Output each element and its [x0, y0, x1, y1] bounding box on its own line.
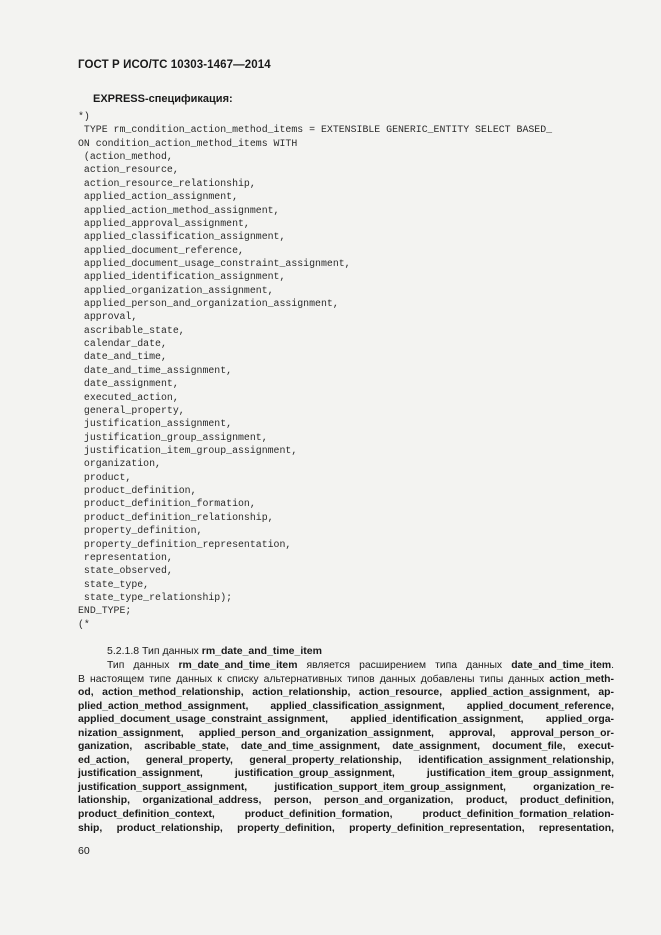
type-name: ship, product_relationship, property_definition, property_definition_representation, representation, — [78, 822, 614, 834]
type-name: action_meth- — [549, 673, 614, 685]
code-line: property_definition, — [78, 525, 203, 537]
document-header: ГОСТ Р ИСО/ТС 10303-1467—2014 — [78, 59, 271, 71]
paragraph-line — [78, 794, 614, 808]
code-line: general_property, — [78, 404, 185, 416]
type-name: applied_document_usage_constraint_assignment, applied_identification_assignment, applied_orga- — [78, 714, 614, 726]
code-line: applied_person_and_organization_assignment, — [78, 298, 339, 310]
type-name: ganization, ascribable_state, date_and_time_assignment, date_assignment, document_file, execut- — [78, 741, 614, 753]
code-line: product_definition, — [78, 485, 197, 497]
paragraph-text: является расширением типа данных — [297, 660, 512, 671]
paragraph-text: . — [611, 660, 614, 671]
paragraph-line — [78, 767, 614, 781]
code-line: applied_action_method_assignment, — [78, 204, 280, 216]
description-paragraph — [78, 659, 614, 835]
code-line: applied_action_assignment, — [78, 191, 239, 203]
code-line: property_definition_representation, — [78, 538, 292, 550]
subsection-heading — [107, 645, 322, 657]
code-line: product, — [78, 471, 132, 483]
type-name: justification_assignment, justification_group_assignment, justification_item_group_assignment, — [78, 768, 614, 780]
code-line: applied_identification_assignment, — [78, 271, 286, 283]
code-line: applied_classification_assignment, — [78, 231, 286, 243]
code-line: END_TYPE; — [78, 605, 132, 617]
code-line: state_type, — [78, 578, 150, 590]
type-name: ed_action, general_property, general_property_relationship, identification_assignment_relationship, — [78, 754, 614, 766]
type-name: product_definition_context, product_definition_formation, product_definition_formation_relation- — [78, 809, 614, 821]
code-line: calendar_date, — [78, 338, 167, 350]
code-line: ON condition_action_method_items WITH — [78, 137, 298, 149]
paragraph-line — [78, 673, 614, 687]
code-line: applied_document_reference, — [78, 244, 244, 256]
type-name: rm_date_and_time_item — [178, 660, 298, 671]
paragraph-line — [78, 727, 614, 741]
express-spec-label: EXPRESS-спецификация: — [93, 93, 233, 105]
code-line: executed_action, — [78, 391, 179, 403]
code-line: applied_organization_assignment, — [78, 284, 274, 296]
code-line: date_and_time, — [78, 351, 167, 363]
type-name: od, action_method_relationship, action_relationship, action_resource, applied_action_assignment, ap- — [78, 687, 614, 699]
type-name: nization_assignment, applied_person_and_organization_assignment, approval, approval_person_or- — [78, 727, 614, 739]
code-line: product_definition_formation, — [78, 498, 256, 510]
type-name: date_and_time_item — [511, 660, 612, 671]
code-line: organization, — [78, 458, 161, 470]
code-line: representation, — [78, 551, 173, 563]
code-line: justification_assignment, — [78, 418, 233, 430]
subsection-type-name: rm_date_and_time_item — [201, 645, 322, 657]
subsection-number: 5.2.1.8 Тип данных — [107, 645, 202, 657]
paragraph-line — [78, 754, 614, 768]
paragraph-line — [78, 781, 614, 795]
code-line: (action_method, — [78, 151, 173, 163]
type-name: justification_support_assignment, justification_support_item_group_assignment, organization_re- — [78, 781, 614, 793]
code-line: date_assignment, — [78, 378, 179, 390]
express-code-block — [78, 110, 552, 631]
paragraph-text: Тип данных — [107, 660, 179, 671]
code-line: state_observed, — [78, 565, 173, 577]
paragraph-line — [78, 700, 614, 714]
code-line: *) — [78, 111, 90, 122]
code-line: product_definition_relationship, — [78, 511, 274, 523]
paragraph-line — [78, 740, 614, 754]
code-line: (* — [78, 618, 90, 630]
code-line: applied_document_usage_constraint_assignment, — [78, 257, 351, 269]
code-line: date_and_time_assignment, — [78, 364, 233, 376]
paragraph-line — [78, 808, 614, 822]
code-line: state_type_relationship); — [78, 591, 233, 603]
code-line: approval, — [78, 311, 138, 323]
paragraph-line — [78, 659, 614, 673]
paragraph-line — [78, 822, 614, 836]
code-line: applied_approval_assignment, — [78, 217, 250, 229]
paragraph-line — [78, 686, 614, 700]
code-line: ascribable_state, — [78, 324, 185, 336]
paragraph-text: В настоящем типе данных к списку альтернативных типов данных добавлены типы данных — [78, 673, 550, 685]
type-name: lationship, organizational_address, person, person_and_organization, product, product_definition, — [78, 795, 614, 807]
code-line: justification_item_group_assignment, — [78, 444, 298, 456]
paragraph-line — [78, 713, 614, 727]
code-line: action_resource, — [78, 164, 179, 176]
type-name: plied_action_method_assignment, applied_classification_assignment, applied_document_reference, — [78, 700, 614, 712]
code-line: action_resource_relationship, — [78, 177, 256, 189]
page-number: 60 — [78, 845, 90, 857]
code-line: justification_group_assignment, — [78, 431, 268, 443]
code-line: TYPE rm_condition_action_method_items = EXTENSIBLE GENERIC_ENTITY SELECT BASED_ — [78, 124, 553, 136]
